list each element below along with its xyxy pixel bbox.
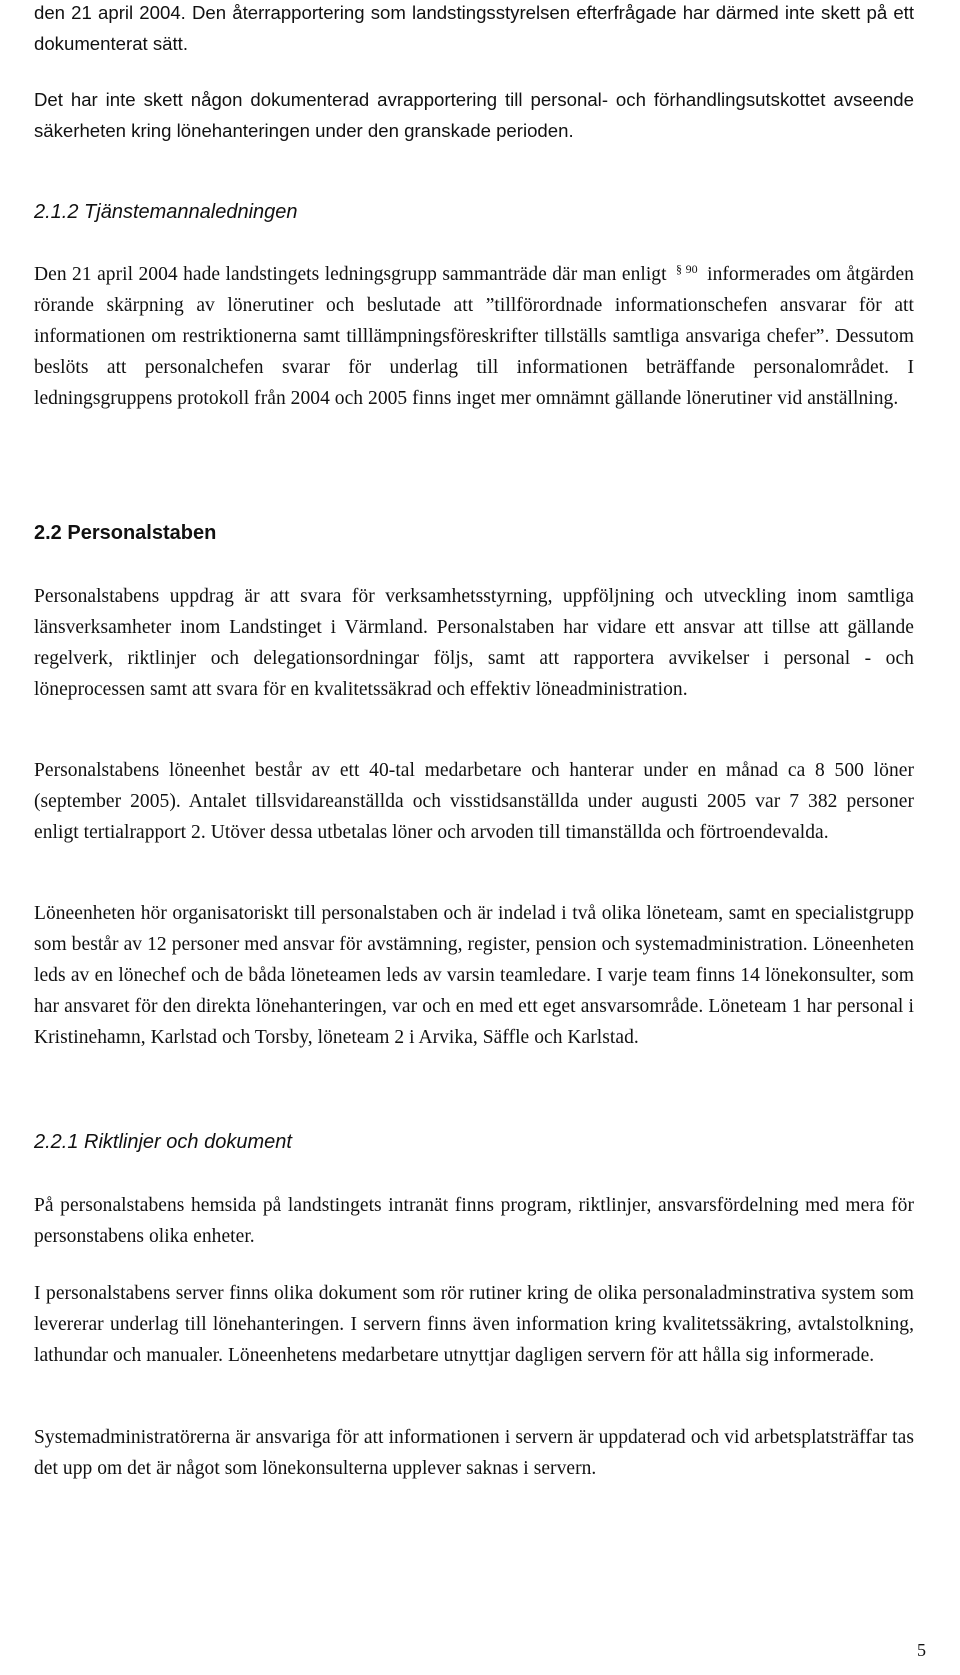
paragraph-tjanstemannaledningen (34, 259, 914, 414)
heading-2-1-2: 2.1.2 Tjänstemannaledningen (34, 201, 298, 223)
heading-2-2: 2.2 Personalstaben (34, 522, 217, 544)
paragraph-personalstaben-uppdrag: Personalstabens uppdrag är att svara för verksamhetsstyrning, uppföljning och utveckling inom samtliga länsverksamheter inom Landstinget i Värmland. Personalstaben har vidare ett ansvar att tillse att gällande regelverk, riktlinjer och delegationsordningar följs, samt att rapportera avvikelser i personal - och löneprocessen samt att svara för en kvalitetssäkrad och effektiv löneadministration. (34, 586, 914, 700)
heading-2-2-1: 2.2.1 Riktlinjer och dokument (34, 1131, 292, 1153)
paragraph-tjanstemannaledningen-part2: informerades om åtgärden rörande skärpning av lönerutiner och beslutade att ”tillförordnade informationschefen ansvarar för att informationen om restriktionerna samt tilllämpningsföreskrifter tillställs samtliga ansvariga chefer”. Dessutom beslöts att personalchefen svarar för underlag till informationen beträffande personalområdet. I ledningsgruppens protokoll från 2004 och 2005 finns inget mer omnämnt gällande lönerutiner vid anställning. (34, 264, 914, 409)
paragraph-loneenhet: Personalstabens löneenhet består av ett 40-tal medarbetare och hanterar under en månad ca 8 500 löner (september 2005). Antalet tillsvidareanställda och visstidsanställda under augusti 2005 var 7 382 personer enligt tertialrapport 2. Utöver dessa utbetalas löner och arvoden till timanställda och förtroendevalda. (34, 760, 914, 843)
intro-paragraph-reporting: Det har inte skett någon dokumenterad avrapportering till personal- och förhandlingsutskottet avseende säkerheten kring lönehanteringen under den granskade perioden. (34, 89, 914, 141)
paragraph-hemsida: På personalstabens hemsida på landstingets intranät finns program, riktlinjer, ansvarsfördelning med mera för personstabens olika enheter. (34, 1195, 914, 1247)
paragraph-server: I personalstabens server finns olika dokument som rör rutiner kring de olika personaladminstrativa system som levererar underlag till lönehanteringen. I servern finns även information kring kvalitetssäkring, avtalstolkning, lathundar och manualer. Löneenhetens medarbetare utnyttjar dagligen servern för att hålla sig informerade. (34, 1283, 914, 1366)
page-number: 5 (917, 1640, 926, 1660)
intro-paragraph-continuation: den 21 april 2004. Den återrapportering som landstingsstyrelsen efterfrågade har därmed inte skett på ett dokumenterat sätt. (34, 2, 914, 54)
paragraph-tjanstemannaledningen-part1: Den 21 april 2004 hade landstingets ledningsgrupp sammanträde där man enligt (34, 264, 667, 285)
footnote-marker: § 90 (676, 261, 698, 276)
paragraph-organisation: Löneenheten hör organisatoriskt till personalstaben och är indelad i två olika löneteam, samt en specialistgrupp som består av 12 personer med ansvar för avstämning, register, pension och systemadministration. Löneenheten leds av en lönechef och de båda löneteamen leds av varsin teamledare. I varje team finns 14 lönekonsulter, som har ansvaret för den direkta lönehanteringen, var och en med ett eget ansvarsområde. Löneteam 1 har personal i Kristinehamn, Karlstad och Torsby, löneteam 2 i Arvika, Säffle och Karlstad. (34, 903, 914, 1048)
paragraph-systemadministratorer: Systemadministratörerna är ansvariga för att informationen i servern är uppdaterad och vid arbetsplatsträffar tas det upp om det är något som lönekonsulterna upplever saknas i servern. (34, 1427, 914, 1479)
